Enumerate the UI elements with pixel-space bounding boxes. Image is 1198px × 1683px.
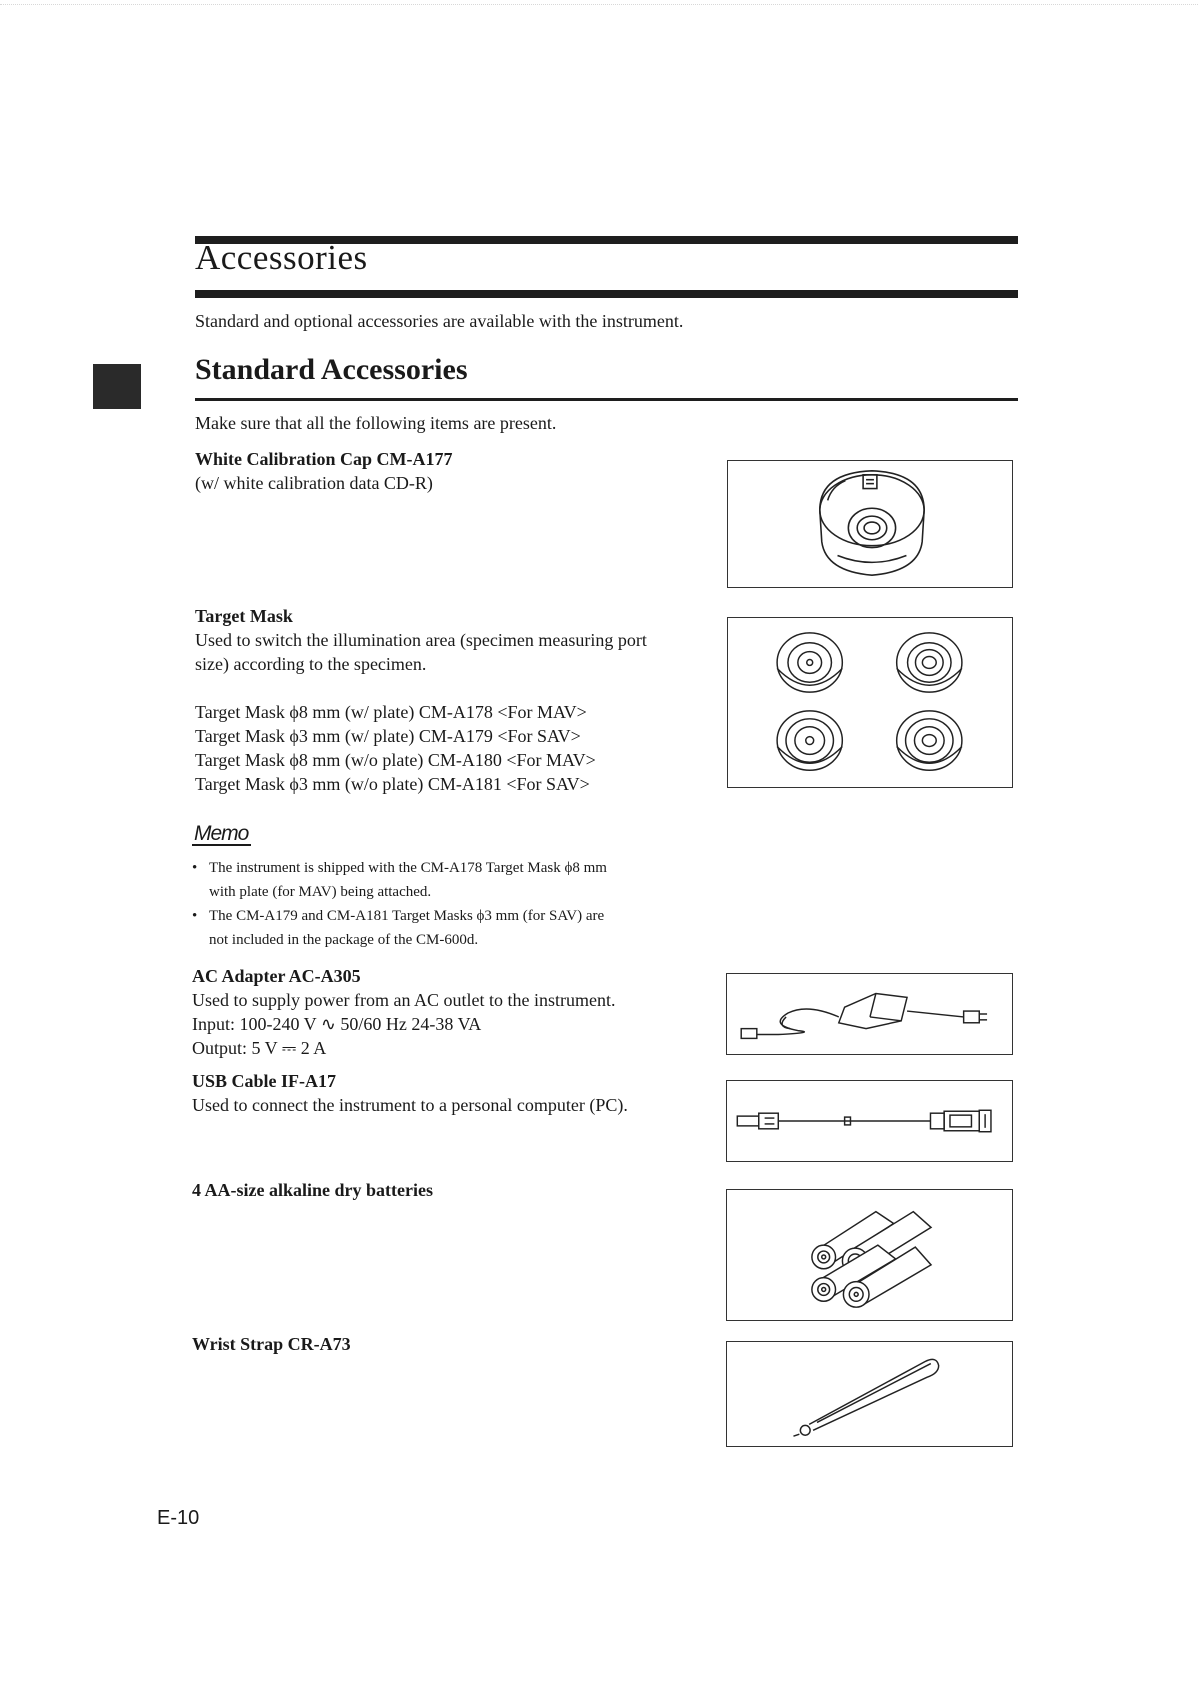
- ac-adapter-desc: Used to supply power from an AC outlet to the instrument.: [192, 990, 616, 1010]
- title-bottom-rule: [195, 290, 1018, 298]
- memo-bullet1-line2: with plate (for MAV) being attached.: [209, 884, 432, 900]
- section-title: Standard Accessories: [195, 353, 468, 386]
- section-rule: [195, 398, 1018, 401]
- target-mask-variant: Target Mask ϕ3 mm (w/o plate) CM-A181 <For SAV>: [195, 774, 590, 794]
- memo-bullet2-line1: The CM-A179 and CM-A181 Target Masks ϕ3 mm (for SAV) are: [209, 908, 605, 924]
- batteries-title: 4 AA-size alkaline dry batteries: [192, 1180, 433, 1200]
- ac-adapter-output: Output: 5 V ⎓ 2 A: [192, 1038, 327, 1058]
- usb-cable-desc: Used to connect the instrument to a personal computer (PC).: [192, 1095, 628, 1115]
- memo-bullet-icon: •: [192, 860, 198, 876]
- target-mask-illustration: [728, 618, 1012, 787]
- page-title: Accessories: [195, 238, 368, 277]
- calibration-cap-illustration: [728, 461, 1012, 587]
- calibration-cap-title: White Calibration Cap CM-A177: [195, 449, 453, 469]
- wrist-strap-title: Wrist Strap CR-A73: [192, 1334, 351, 1354]
- section-intro: Make sure that all the following items are present.: [195, 413, 557, 433]
- ac-adapter-illustration: [727, 974, 1012, 1054]
- ac-adapter-input: Input: 100-240 V ∿ 50/60 Hz 24-38 VA: [192, 1014, 482, 1034]
- wrist-strap-figure: [726, 1341, 1013, 1447]
- target-mask-variant: Target Mask ϕ8 mm (w/o plate) CM-A180 <For MAV>: [195, 750, 596, 770]
- memo-bullet2-line2: not included in the package of the CM-600d.: [209, 932, 479, 948]
- usb-cable-illustration: [727, 1081, 1012, 1161]
- usb-cable-figure: [726, 1080, 1013, 1162]
- batteries-illustration: [727, 1190, 1012, 1320]
- usb-cable-title: USB Cable IF-A17: [192, 1071, 337, 1091]
- target-mask-variant: Target Mask ϕ3 mm (w/ plate) CM-A179 <For SAV>: [195, 726, 581, 746]
- memo-logo: Memo: [192, 824, 251, 846]
- page-intro: Standard and optional accessories are available with the instrument.: [195, 311, 684, 331]
- scan-artifact: [0, 4, 1198, 8]
- batteries-figure: [726, 1189, 1013, 1321]
- page-number: E-10: [157, 1507, 200, 1529]
- target-mask-figure: [727, 617, 1013, 788]
- target-mask-title: Target Mask: [195, 606, 293, 626]
- memo-bullet-icon: •: [192, 908, 198, 924]
- calibration-cap-subtitle: (w/ white calibration data CD-R): [195, 473, 433, 493]
- calibration-cap-figure: [727, 460, 1013, 588]
- ac-adapter-title: AC Adapter AC-A305: [192, 966, 361, 986]
- target-mask-desc-line1: Used to switch the illumination area (specimen measuring port: [195, 630, 647, 650]
- ac-adapter-figure: [726, 973, 1013, 1055]
- target-mask-variant: Target Mask ϕ8 mm (w/ plate) CM-A178 <For MAV>: [195, 702, 587, 722]
- target-mask-desc-line2: size) according to the specimen.: [195, 654, 427, 674]
- wrist-strap-illustration: [727, 1342, 1012, 1446]
- memo-bullet1-line1: The instrument is shipped with the CM-A178 Target Mask ϕ8 mm: [209, 860, 607, 876]
- chapter-thumb-tab: [93, 364, 141, 409]
